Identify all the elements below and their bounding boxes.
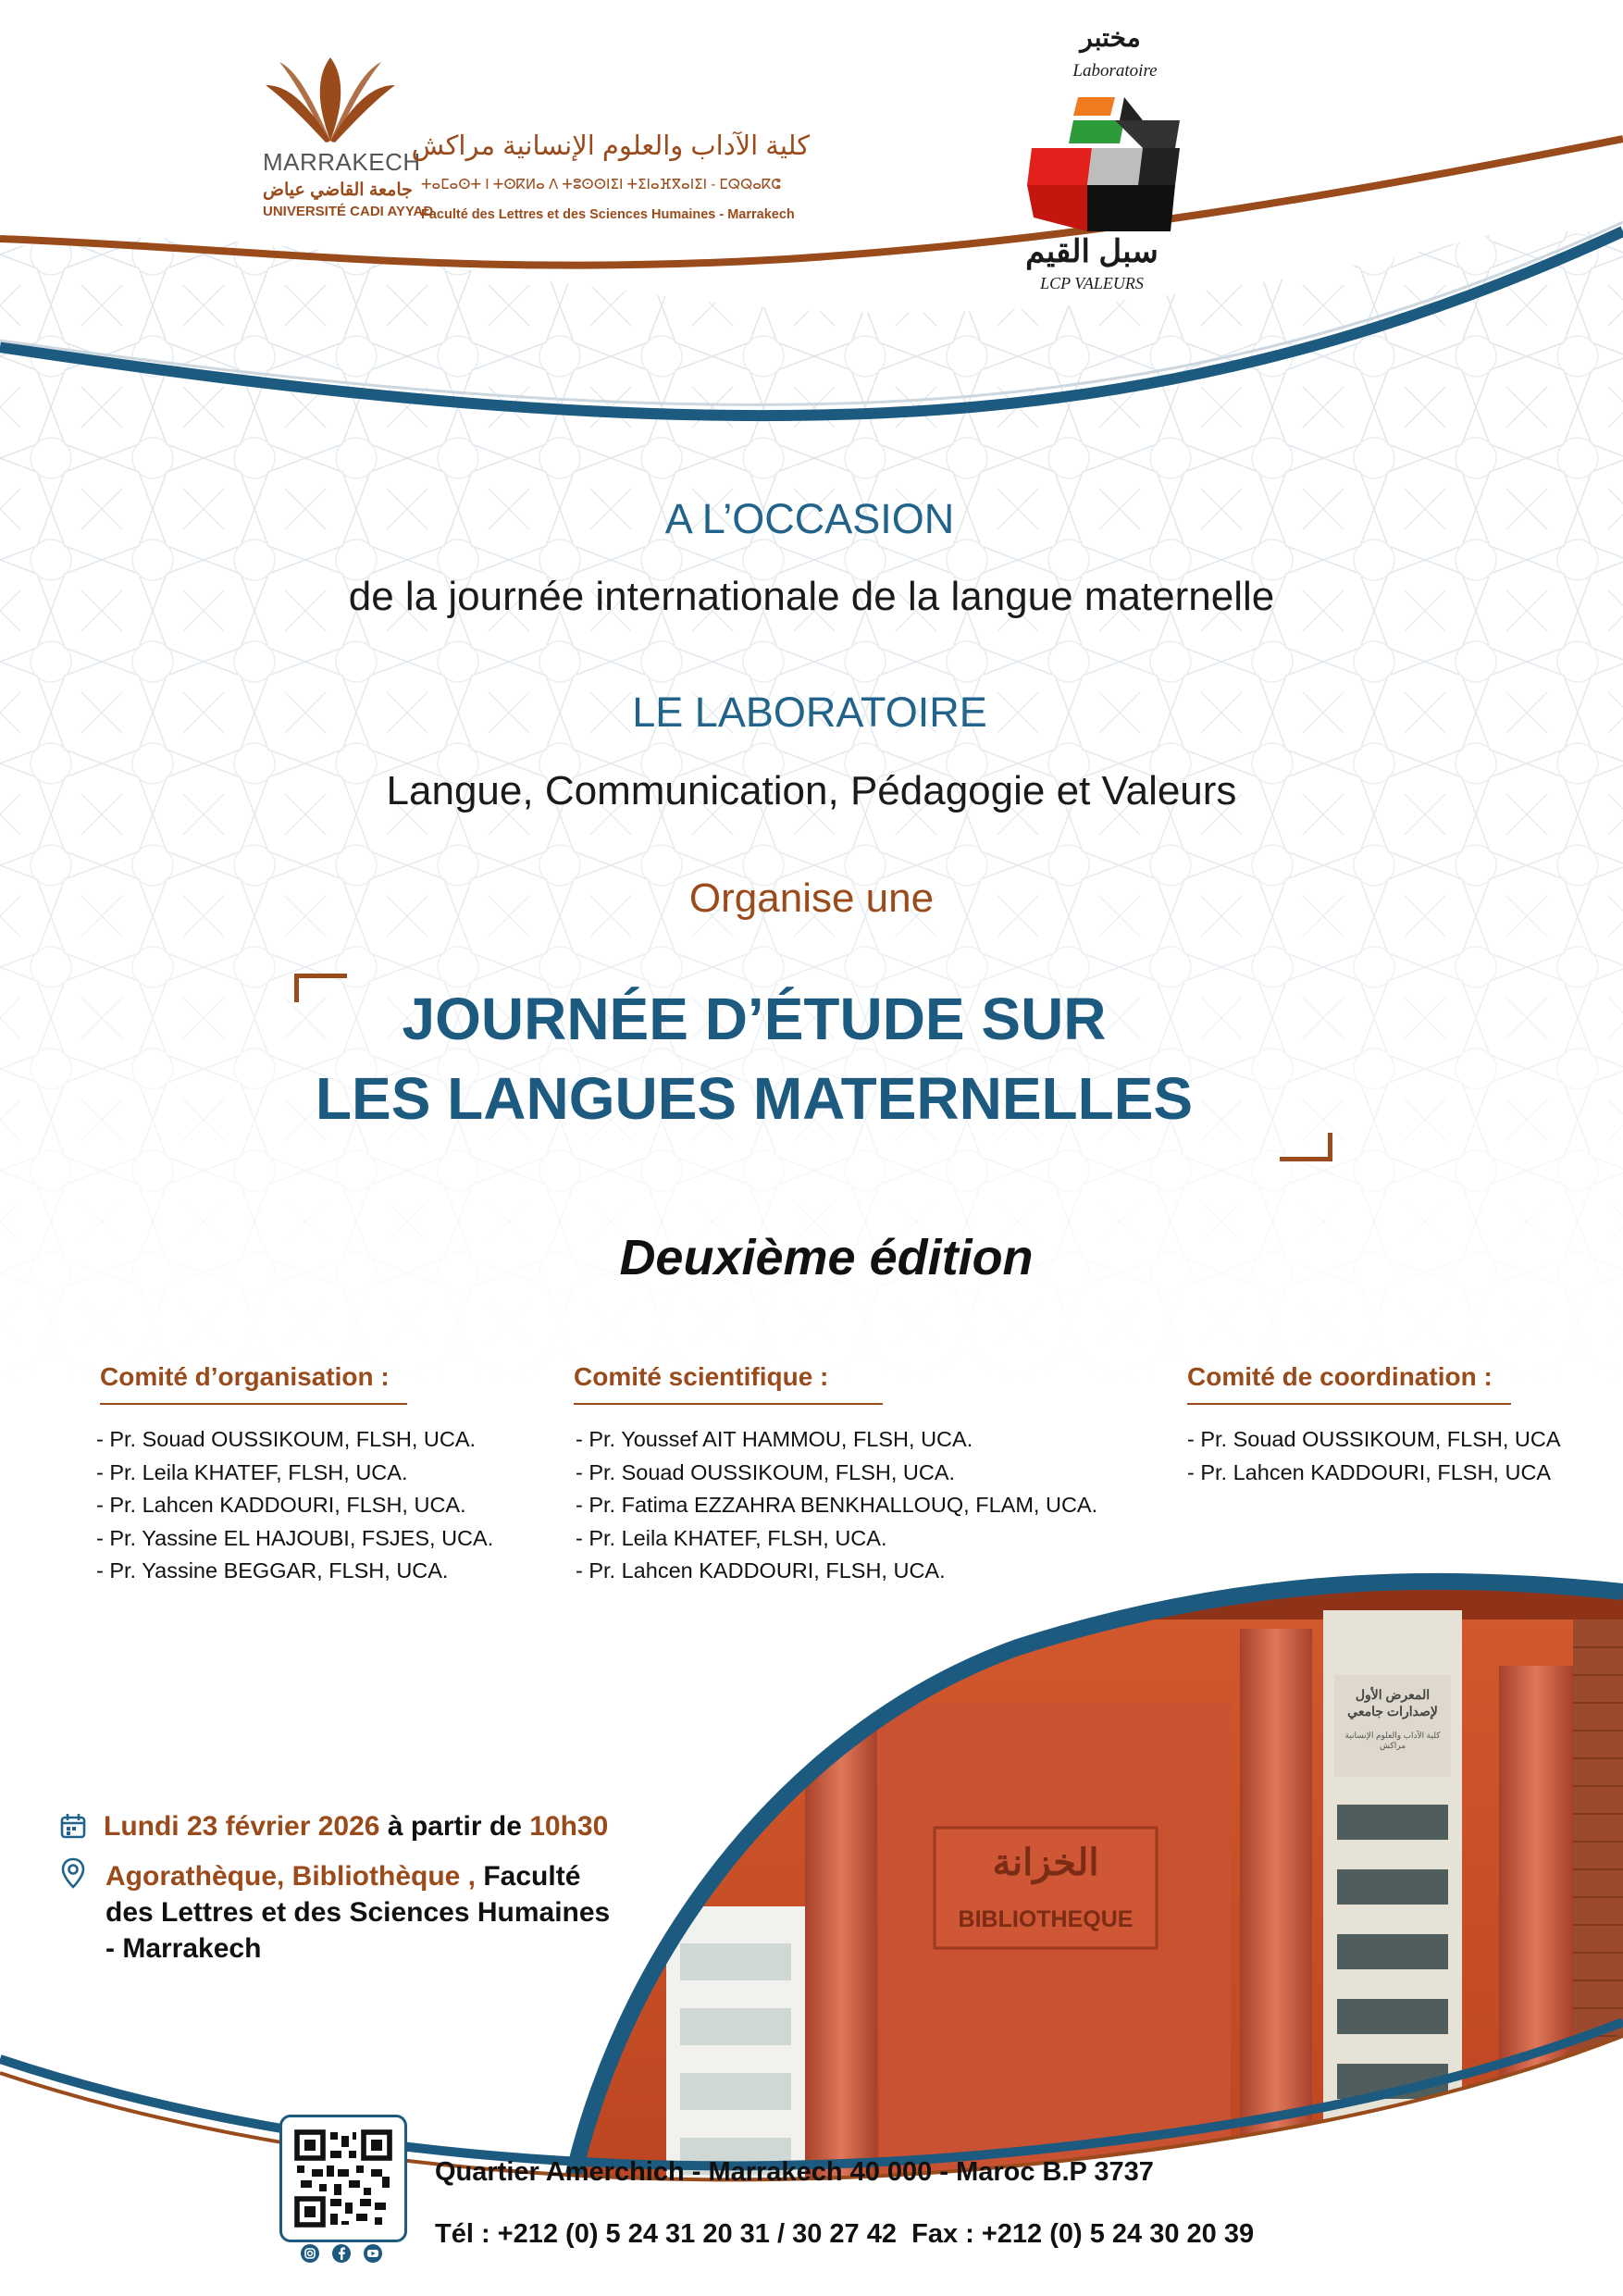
event-venue [105,1858,610,1967]
social-icons [298,2243,387,2265]
list-item: - Pr. Leila KHATEF, FLSH, UCA. [576,1525,887,1550]
list-item: - Pr. Lahcen KADDOURI, FLSH, UCA [1187,1459,1552,1484]
event-time: 10h30 [529,1811,609,1842]
calendar-icon [59,1812,87,1840]
edition-label: Deuxième édition [619,1230,1034,1285]
list-item: - Pr. Souad OUSSIKOUM, FLSH, UCA. [96,1427,477,1451]
committee-coordination-title [1187,1362,1493,1392]
library-sign-arabic: الخزانة [992,1843,1099,1883]
instagram-icon[interactable] [300,2243,320,2264]
lab-latin-bottom: LCP VALEURS [1040,274,1144,292]
organise-line: Organise une [688,875,935,921]
university-latin-name: UNIVERSITÉ CADI AYYAD [263,204,434,219]
list-item: - Pr. Souad OUSSIKOUM, FLSH, UCA. [576,1459,956,1484]
main-title-line1: JOURNÉE D’ÉTUDE SUR [402,986,1107,1052]
committee-coordination-title-text: Comité de coordination : [1187,1362,1493,1391]
committee-coordination-list [1187,1423,1561,1489]
occasion-heading: A L’OCCASION [664,495,955,542]
event-venue-rest-3: - Marrakech [105,1933,262,1964]
lab-arabic-bottom: سبل القيم [1025,234,1158,269]
footer-address: Quartier Amerchich - Marrakech 40 000 - Maroc B.P 3737 [435,2157,1154,2187]
event-venue-name: Agorathèque, Bibliothèque , [105,1861,477,1892]
header-wave [0,0,1623,463]
committee-organisation-title-text: Comité d’organisation : [100,1362,390,1391]
youtube-icon[interactable] [363,2243,383,2264]
event-venue-rest-2: des Lettres et des Sciences Humaines [105,1897,611,1928]
university-logo-emblem [261,48,400,150]
lab-full-name: Langue, Communication, Pédagogie et Valeurs [386,768,1237,813]
exhibition-poster-subtitle: كلية الآداب والعلوم الإنسانية مراكش [1344,1731,1441,1750]
exhibition-poster-title: المعرض الأول لإصدارات جامعي [1347,1687,1438,1719]
footer-phone-fax: Tél : +212 (0) 5 24 31 20 31 / 30 27 42 Fax : +212 (0) 5 24 30 20 39 [435,2219,1255,2249]
university-arabic-name: جامعة القاضي عياض [263,180,413,200]
faculty-french-name: Faculté des Lettres et des Sciences Humaines - Marrakech [421,207,795,222]
lab-label: Laboratoire [1072,61,1158,81]
main-title-line2: LES LANGUES MATERNELLES [315,1065,1194,1132]
event-time-prefix: à partir de [387,1811,522,1842]
location-pin-icon [61,1857,85,1889]
faculty-arabic-name: كلية الآداب والعلوم الإنسانية مراكش [411,131,810,161]
list-item: - Pr. Leila KHATEF, FLSH, UCA. [96,1459,408,1484]
committee-scientifique-title-text: Comité scientifique : [574,1362,829,1391]
list-item: - Pr. Souad OUSSIKOUM, FLSH, UCA [1187,1427,1561,1451]
university-city: MARRAKECH [263,148,421,176]
facebook-icon[interactable] [331,2243,352,2264]
committee-scientifique-rule [574,1403,883,1405]
library-sign-latin: BIBLIOTHEQUE [958,1906,1134,1932]
occasion-detail: de la journée internationale de la langue maternelle [348,574,1275,619]
qr-code-frame [279,2115,407,2242]
qr-code[interactable] [282,2117,404,2240]
committee-scientifique-title [574,1362,828,1392]
committee-coordination-rule [1187,1403,1511,1405]
committee-organisation-title [100,1362,390,1392]
list-item: - Pr. Yassine BEGGAR, FLSH, UCA. [96,1558,449,1582]
event-venue-rest-1: Faculté [483,1861,581,1892]
lab-cubes-logo [1022,93,1189,241]
list-item: - Pr. Lahcen KADDOURI, FLSH, UCA. [576,1558,946,1582]
event-date-line [104,1811,608,1843]
faculty-tifinagh-name: ⵜⴰⵎⴰⵙⵜ ⵏ ⵜⵙⴽⵍⴰ ⴷ ⵜⵓⵙⵙⵏⵉⵏ ⵜⵉⵏⴰⴼⴳⴰⵏⵉⵏ - ⵎⵕⵕⴰⴽⵛ [421,177,781,192]
lab-heading: LE LABORATOIRE [632,689,987,736]
list-item: - Pr. Fatima EZZAHRA BENKHALLOUQ, FLAM, UCA. [576,1493,1098,1517]
event-date: Lundi 23 février 2026 [104,1811,380,1842]
title-corner-bracket-bottom-right [1280,1133,1332,1161]
list-item: - Pr. Lahcen KADDOURI, FLSH, UCA. [96,1493,466,1517]
committee-organisation-rule [100,1403,407,1405]
list-item: - Pr. Youssef AIT HAMMOU, FLSH, UCA. [576,1427,973,1451]
lab-arabic-top: مختبر [1080,23,1141,52]
list-item: - Pr. Yassine EL HAJOUBI, FSJES, UCA. [96,1525,494,1550]
